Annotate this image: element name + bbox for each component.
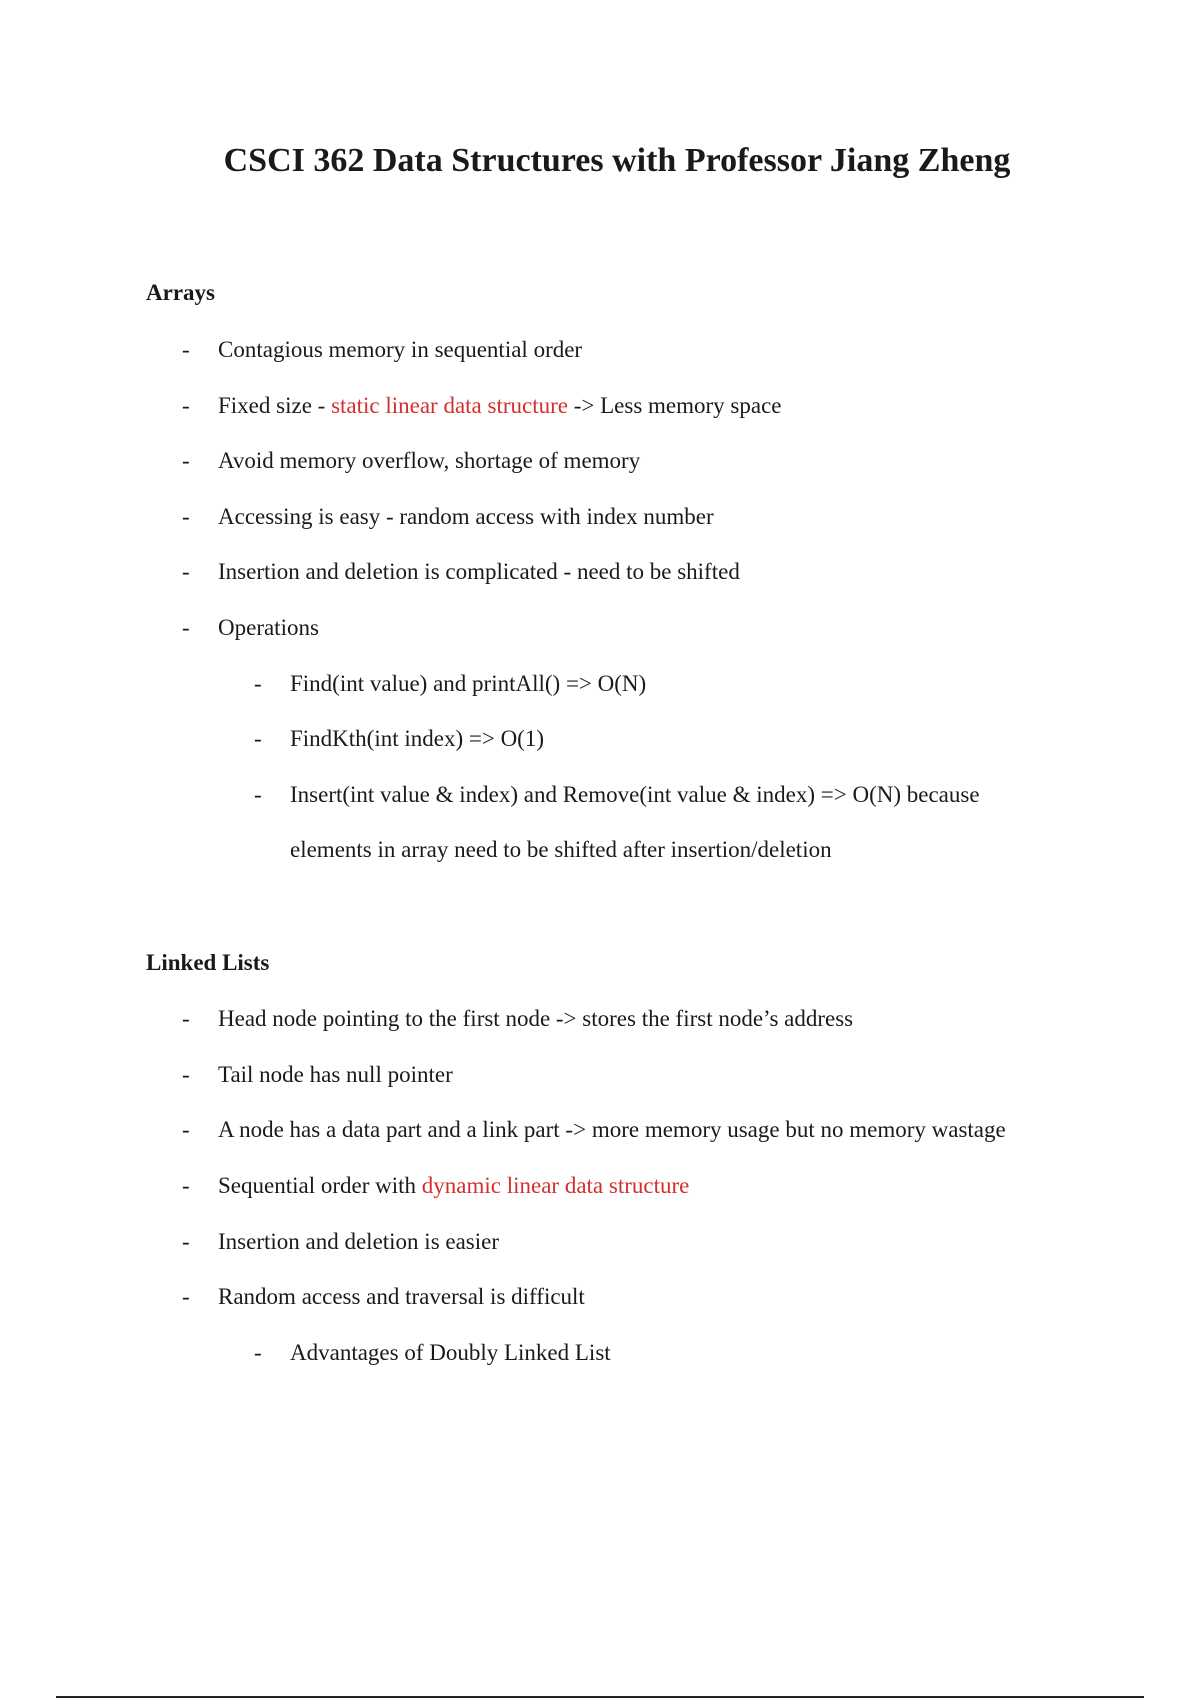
list-item-text: A node has a data part and a link part -> more memory usage but no memory wastage: [218, 1117, 1006, 1142]
page-bottom-rule: [56, 1696, 1144, 1698]
bullet-dash: -: [182, 337, 190, 362]
list-item-text: Insertion and deletion is complicated - need to be shifted: [218, 559, 740, 584]
list-item-text: Avoid memory overflow, shortage of memory: [218, 448, 641, 473]
bullet-dash: -: [182, 393, 190, 418]
list-item-text: Insertion and deletion is easier: [218, 1229, 500, 1254]
list-item-text: [218, 391, 782, 421]
list-item-text: [218, 1171, 689, 1201]
bullet-dash: -: [254, 1340, 262, 1365]
highlighted-text: static linear data structure: [331, 393, 568, 418]
list-item-text: Contagious memory in sequential order: [218, 337, 583, 362]
list-item-text: FindKth(int index) => O(1): [290, 726, 544, 751]
bullet-dash: -: [182, 615, 190, 640]
list-item-text: Insert(int value & index) and Remove(int value & index) => O(N) because: [290, 782, 980, 807]
list-item-text: Accessing is easy - random access with index number: [218, 504, 714, 529]
bullet-dash: -: [182, 1117, 190, 1142]
page-title: CSCI 362 Data Structures with Professor Jiang Zheng: [223, 142, 1011, 179]
bullet-dash: -: [182, 1062, 190, 1087]
bullet-dash: -: [182, 1229, 190, 1254]
bullet-dash: -: [182, 1006, 190, 1031]
list-item-text: Find(int value) and printAll() => O(N): [290, 671, 647, 696]
bullet-dash: -: [182, 448, 190, 473]
text-segment: Sequential order with: [218, 1173, 422, 1198]
bullet-dash: -: [182, 559, 190, 584]
text-segment: Fixed size -: [218, 393, 332, 418]
list-item-text: Head node pointing to the first node -> stores the first node’s address: [218, 1006, 854, 1031]
bullet-dash: -: [182, 504, 190, 529]
bullet-dash: -: [254, 726, 262, 751]
section-heading-arrays: Arrays: [146, 280, 215, 305]
highlighted-text: dynamic linear data structure: [421, 1173, 690, 1198]
text-segment: -> Less memory space: [567, 393, 782, 418]
section-heading-linked-lists: Linked Lists: [146, 950, 270, 975]
bullet-dash: -: [254, 782, 262, 807]
list-item-text: Tail node has null pointer: [218, 1062, 453, 1087]
list-item-text: Operations: [218, 615, 319, 640]
bullet-dash: -: [182, 1284, 190, 1309]
list-item-text: elements in array need to be shifted after insertion/deletion: [290, 837, 832, 862]
bullet-dash: -: [254, 671, 262, 696]
list-item-text: Random access and traversal is difficult: [218, 1284, 585, 1309]
list-item-text: Advantages of Doubly Linked List: [290, 1340, 611, 1365]
bullet-dash: -: [182, 1173, 190, 1198]
